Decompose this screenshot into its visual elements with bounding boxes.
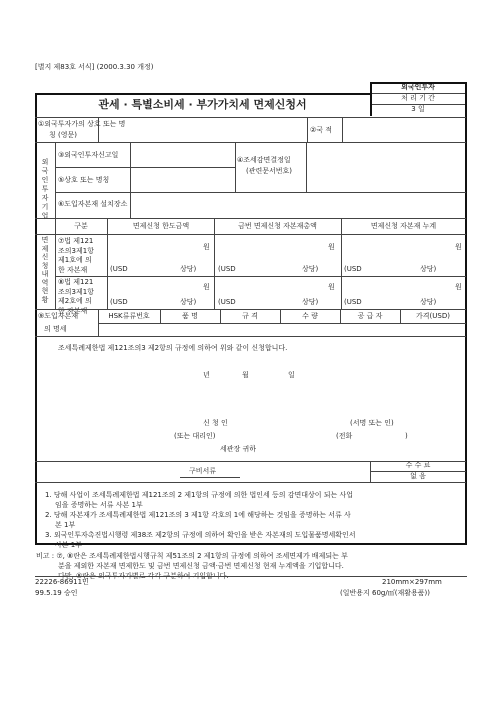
items-col-name: 품 명 xyxy=(182,312,198,320)
row8-limit-won: 원 xyxy=(203,283,210,291)
footer-code: 22226-86911민 xyxy=(35,578,89,586)
form-id: [별지 제83호 서식] (2000.3.30 개정) xyxy=(35,63,154,71)
field-nationality-label: ②국 적 xyxy=(310,126,333,134)
row7-current-won: 원 xyxy=(328,243,335,251)
items-label: ⑨도입자본재 xyxy=(38,312,79,320)
row7-current-usd-open: (USD xyxy=(218,265,236,273)
field-related-doc-number-label: (관련문서번호) xyxy=(246,167,293,175)
agent-label: (또는 대리인) xyxy=(174,432,216,440)
row7-limit-usd-close: 상당) xyxy=(180,265,197,273)
remarks: 비고 : ⑦, ⑧란은 조세특례제한법시행규칙 제51조의 2 제1항의 규정에 의하여 조세면제가 배제되는 부 분을 제외한 자본재 면제한도 및 금번 면제신청 금액·금번 면제신청 현재 누계액을 기입합니다. 다만, ⑧란은 외국투자가별로 각각 구분하여 기입합니다. xyxy=(36,552,348,580)
row7-cumulative-won: 원 xyxy=(455,243,462,251)
row8-cumulative-won: 원 xyxy=(455,283,462,291)
items-col-spec: 규 격 xyxy=(242,312,258,320)
docs-label: 구비서류 xyxy=(188,467,217,475)
row-7-label: ⑦법 제121 조의3제1항 제1호에 의 한 자본재 xyxy=(58,237,94,274)
table-col-cumulative: 면제신청 자본재 누계 xyxy=(370,222,437,230)
items-col-hsk: HSK류류번호 xyxy=(108,312,150,320)
items-col-price: 가격(USD) xyxy=(416,312,450,320)
field-investor-name-label: ①외국투자가의 상호 또는 명 xyxy=(38,120,126,128)
row8-cumulative-usd-open: (USD xyxy=(344,298,362,306)
table-col-limit: 면제신청 한도금액 xyxy=(132,222,190,230)
processing-period-value: 3 일 xyxy=(411,105,425,113)
field-tax-exemption-date-label: ④조세감면결정일 xyxy=(237,156,291,164)
date-year: 년 xyxy=(203,371,210,379)
recipient-label: 세관장 귀하 xyxy=(220,445,257,453)
row8-current-won: 원 xyxy=(328,283,335,291)
required-documents-list: 1. 당해 사업이 조세특례제한법 제121조의 2 제1항의 규정에 의한 법인세 등의 감면대상이 되는 사업 임을 증명하는 서류 사본 1부 2. 당해 자본재가 조세특례제한법 제121조의 3 제1항 각호의 1에 해당하는 것임을 증명하는 서류 사 본 1부 3. 외국인투자촉진법시행령 제38조 제2항의 규정에 의하여 확인을 받은 자본재의 도입물품명세확인서 사본 1부 xyxy=(45,491,356,549)
row7-cumulative-usd-close: 상당) xyxy=(420,265,437,273)
row7-limit-usd-open: (USD xyxy=(110,265,128,273)
row-8-label: ⑧법 제121 조의3제1항 제2호에 의 한 자본재 xyxy=(58,278,94,315)
table-col-category: 구분 xyxy=(74,222,88,230)
items-label-2: 의 명세 xyxy=(44,325,67,333)
items-col-qty: 수 량 xyxy=(302,312,318,320)
row8-limit-usd-close: 상당) xyxy=(180,298,197,306)
exemption-side-label: 면 제 신 청 내 역 현 황 xyxy=(41,236,49,304)
row8-current-usd-open: (USD xyxy=(218,298,236,306)
approval-department: 외국인투자 xyxy=(401,83,435,91)
table-col-current: 금번 면제신청 자본재총액 xyxy=(238,222,317,230)
row8-limit-usd-open: (USD xyxy=(110,298,128,306)
date-day: 일 xyxy=(288,371,295,379)
phone-close: ) xyxy=(405,432,408,440)
footer-size: 210mm×297mm xyxy=(382,578,442,586)
field-investment-report-date-label: ③외국인투자신고일 xyxy=(58,151,119,159)
statement-text: 조세특례제한법 제121조의3 제2항의 규정에 의하여 위와 같이 신청합니다. xyxy=(58,344,288,352)
processing-period-label: 처 리 기 간 xyxy=(401,94,435,102)
row7-current-usd-close: 상당) xyxy=(302,265,319,273)
row8-current-usd-close: 상당) xyxy=(302,298,319,306)
items-col-supplier: 공 급 자 xyxy=(357,312,383,320)
signature-label: (서명 또는 인) xyxy=(350,419,394,427)
form-title: 관세 · 특별소비세 · 부가가치세 면제신청서 xyxy=(98,98,307,111)
field-investor-name-label-2: 칭 (영문) xyxy=(49,131,77,139)
fee-value: 없 음 xyxy=(410,472,426,480)
foreign-company-side-label: 외 국 인 투 자 기 업 xyxy=(41,158,49,220)
row7-cumulative-usd-open: (USD xyxy=(344,265,362,273)
footer-approved: 99.5.19 승인 xyxy=(35,589,78,597)
applicant-label: 신 청 인 xyxy=(203,419,228,427)
phone-label: (전화 xyxy=(336,432,353,440)
fee-label: 수 수 료 xyxy=(405,461,431,469)
date-month: 월 xyxy=(242,371,249,379)
footer-paper: (일반용지 60g/㎡(재활용품)) xyxy=(340,589,430,597)
field-install-location-label: ⑥도입자본재 설치장소 xyxy=(58,200,128,208)
row8-cumulative-usd-close: 상당) xyxy=(420,298,437,306)
field-company-name-label: ⑤상호 또는 명칭 xyxy=(58,176,110,184)
approval-box xyxy=(370,82,466,116)
row7-limit-won: 원 xyxy=(203,243,210,251)
